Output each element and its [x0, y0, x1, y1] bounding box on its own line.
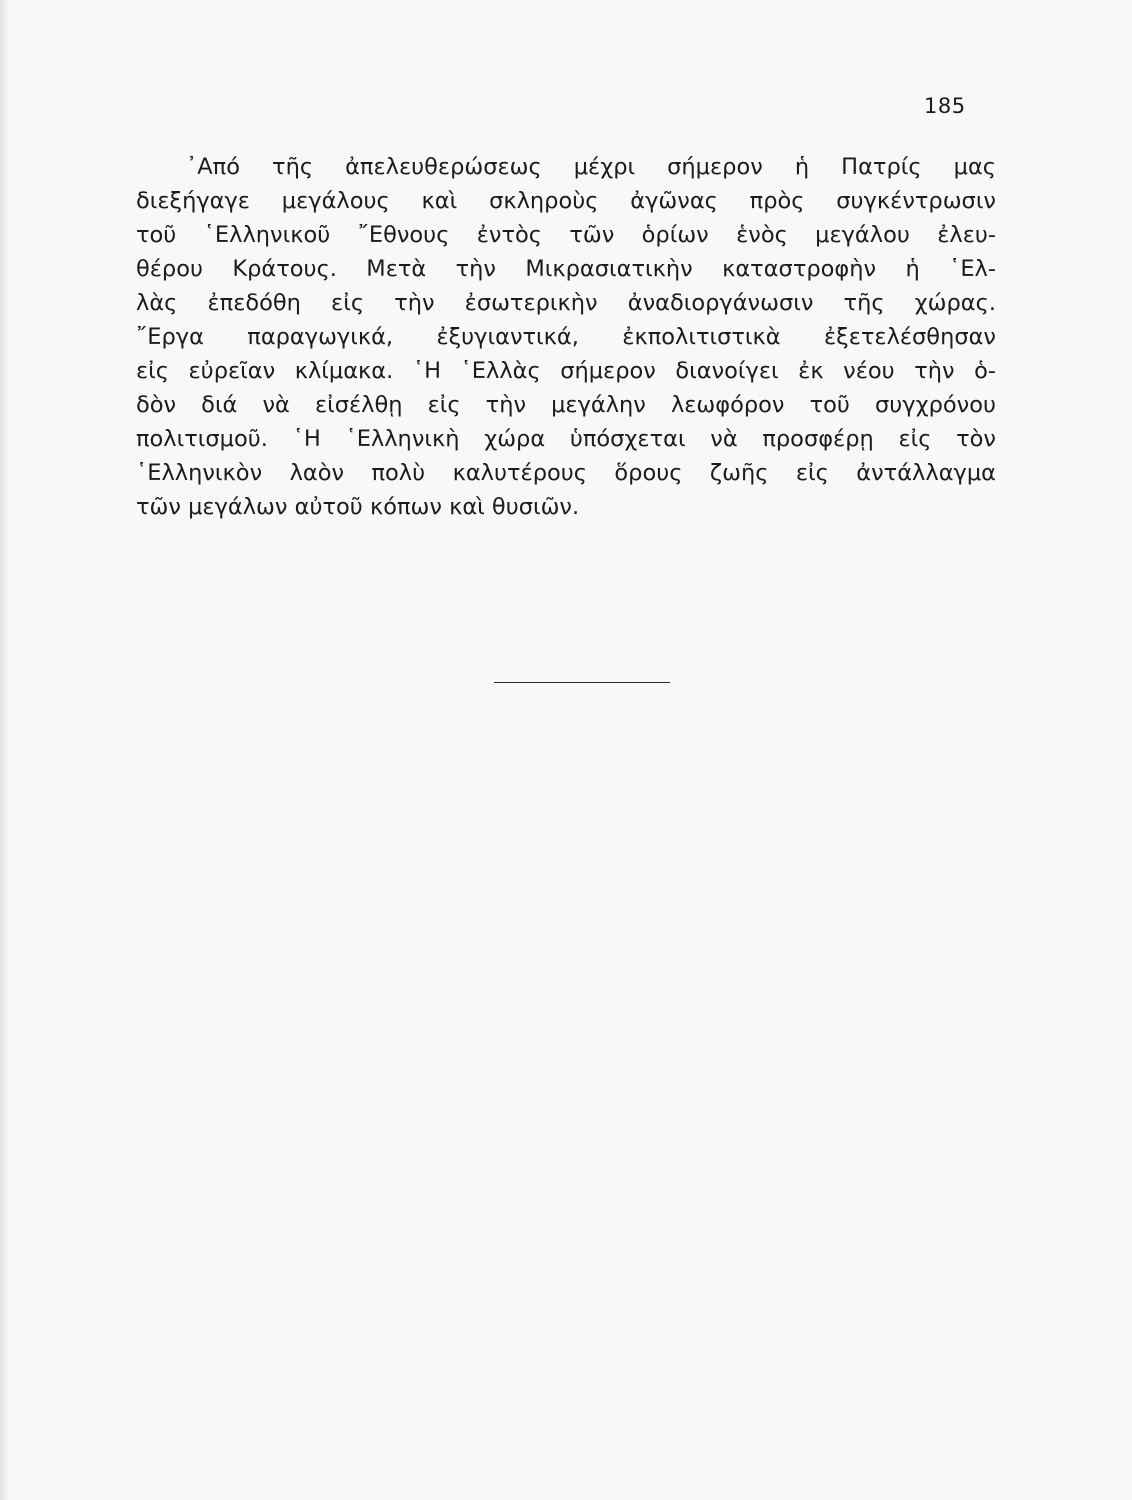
paragraph-line: ῎Εργα παραγωγικά, ἐξυγιαντικά, ἐκπολιτιστικὰ ἐξετελέσθησαν [136, 324, 996, 350]
paragraph-line: τῶν μεγάλων αὐτοῦ κόπων καὶ θυσιῶν. [136, 494, 580, 520]
page-number: 185 [924, 94, 966, 118]
paragraph-line: θέρου Κράτους. Μετὰ τὴν Μικρασιατικὴν καταστροφὴν ἡ ῾Ελ- [136, 256, 996, 282]
page-edge-shadow [0, 0, 10, 1500]
paragraph-line: διεξήγαγε μεγάλους καὶ σκληροὺς ἀγῶνας πρὸς συγκέντρωσιν [136, 188, 996, 214]
paragraph-line: ῾Ελληνικὸν λαὸν πολὺ καλυτέρους ὅρους ζωῆς εἰς ἀντάλλαγμα [136, 460, 996, 486]
paragraph-line: ᾽Από τῆς ἀπελευθερώσεως μέχρι σήμερον ἡ Πατρίς μας [186, 154, 996, 180]
main-paragraph [136, 150, 996, 524]
section-divider [494, 682, 670, 683]
paragraph-line: λὰς ἐπεδόθη εἰς τὴν ἐσωτερικὴν ἀναδιοργάνωσιν τῆς χώρας. [136, 290, 996, 316]
paragraph-line: δὸν διά νὰ εἰσέλθῃ εἰς τὴν μεγάλην λεωφόρον τοῦ συγχρόνου [136, 392, 996, 418]
paragraph-line: εἰς εὐρεῖαν κλίμακα. ῾Η ῾Ελλὰς σήμερον διανοίγει ἐκ νέου τὴν ὁ- [136, 358, 996, 384]
paragraph-line: πολιτισμοῦ. ῾Η ῾Ελληνικὴ χώρα ὑπόσχεται νὰ προσφέρῃ εἰς τὸν [136, 426, 996, 452]
paragraph-line: τοῦ ῾Ελληνικοῦ ῎Εθνους ἐντὸς τῶν ὁρίων ἑνὸς μεγάλου ἐλευ- [136, 222, 996, 248]
